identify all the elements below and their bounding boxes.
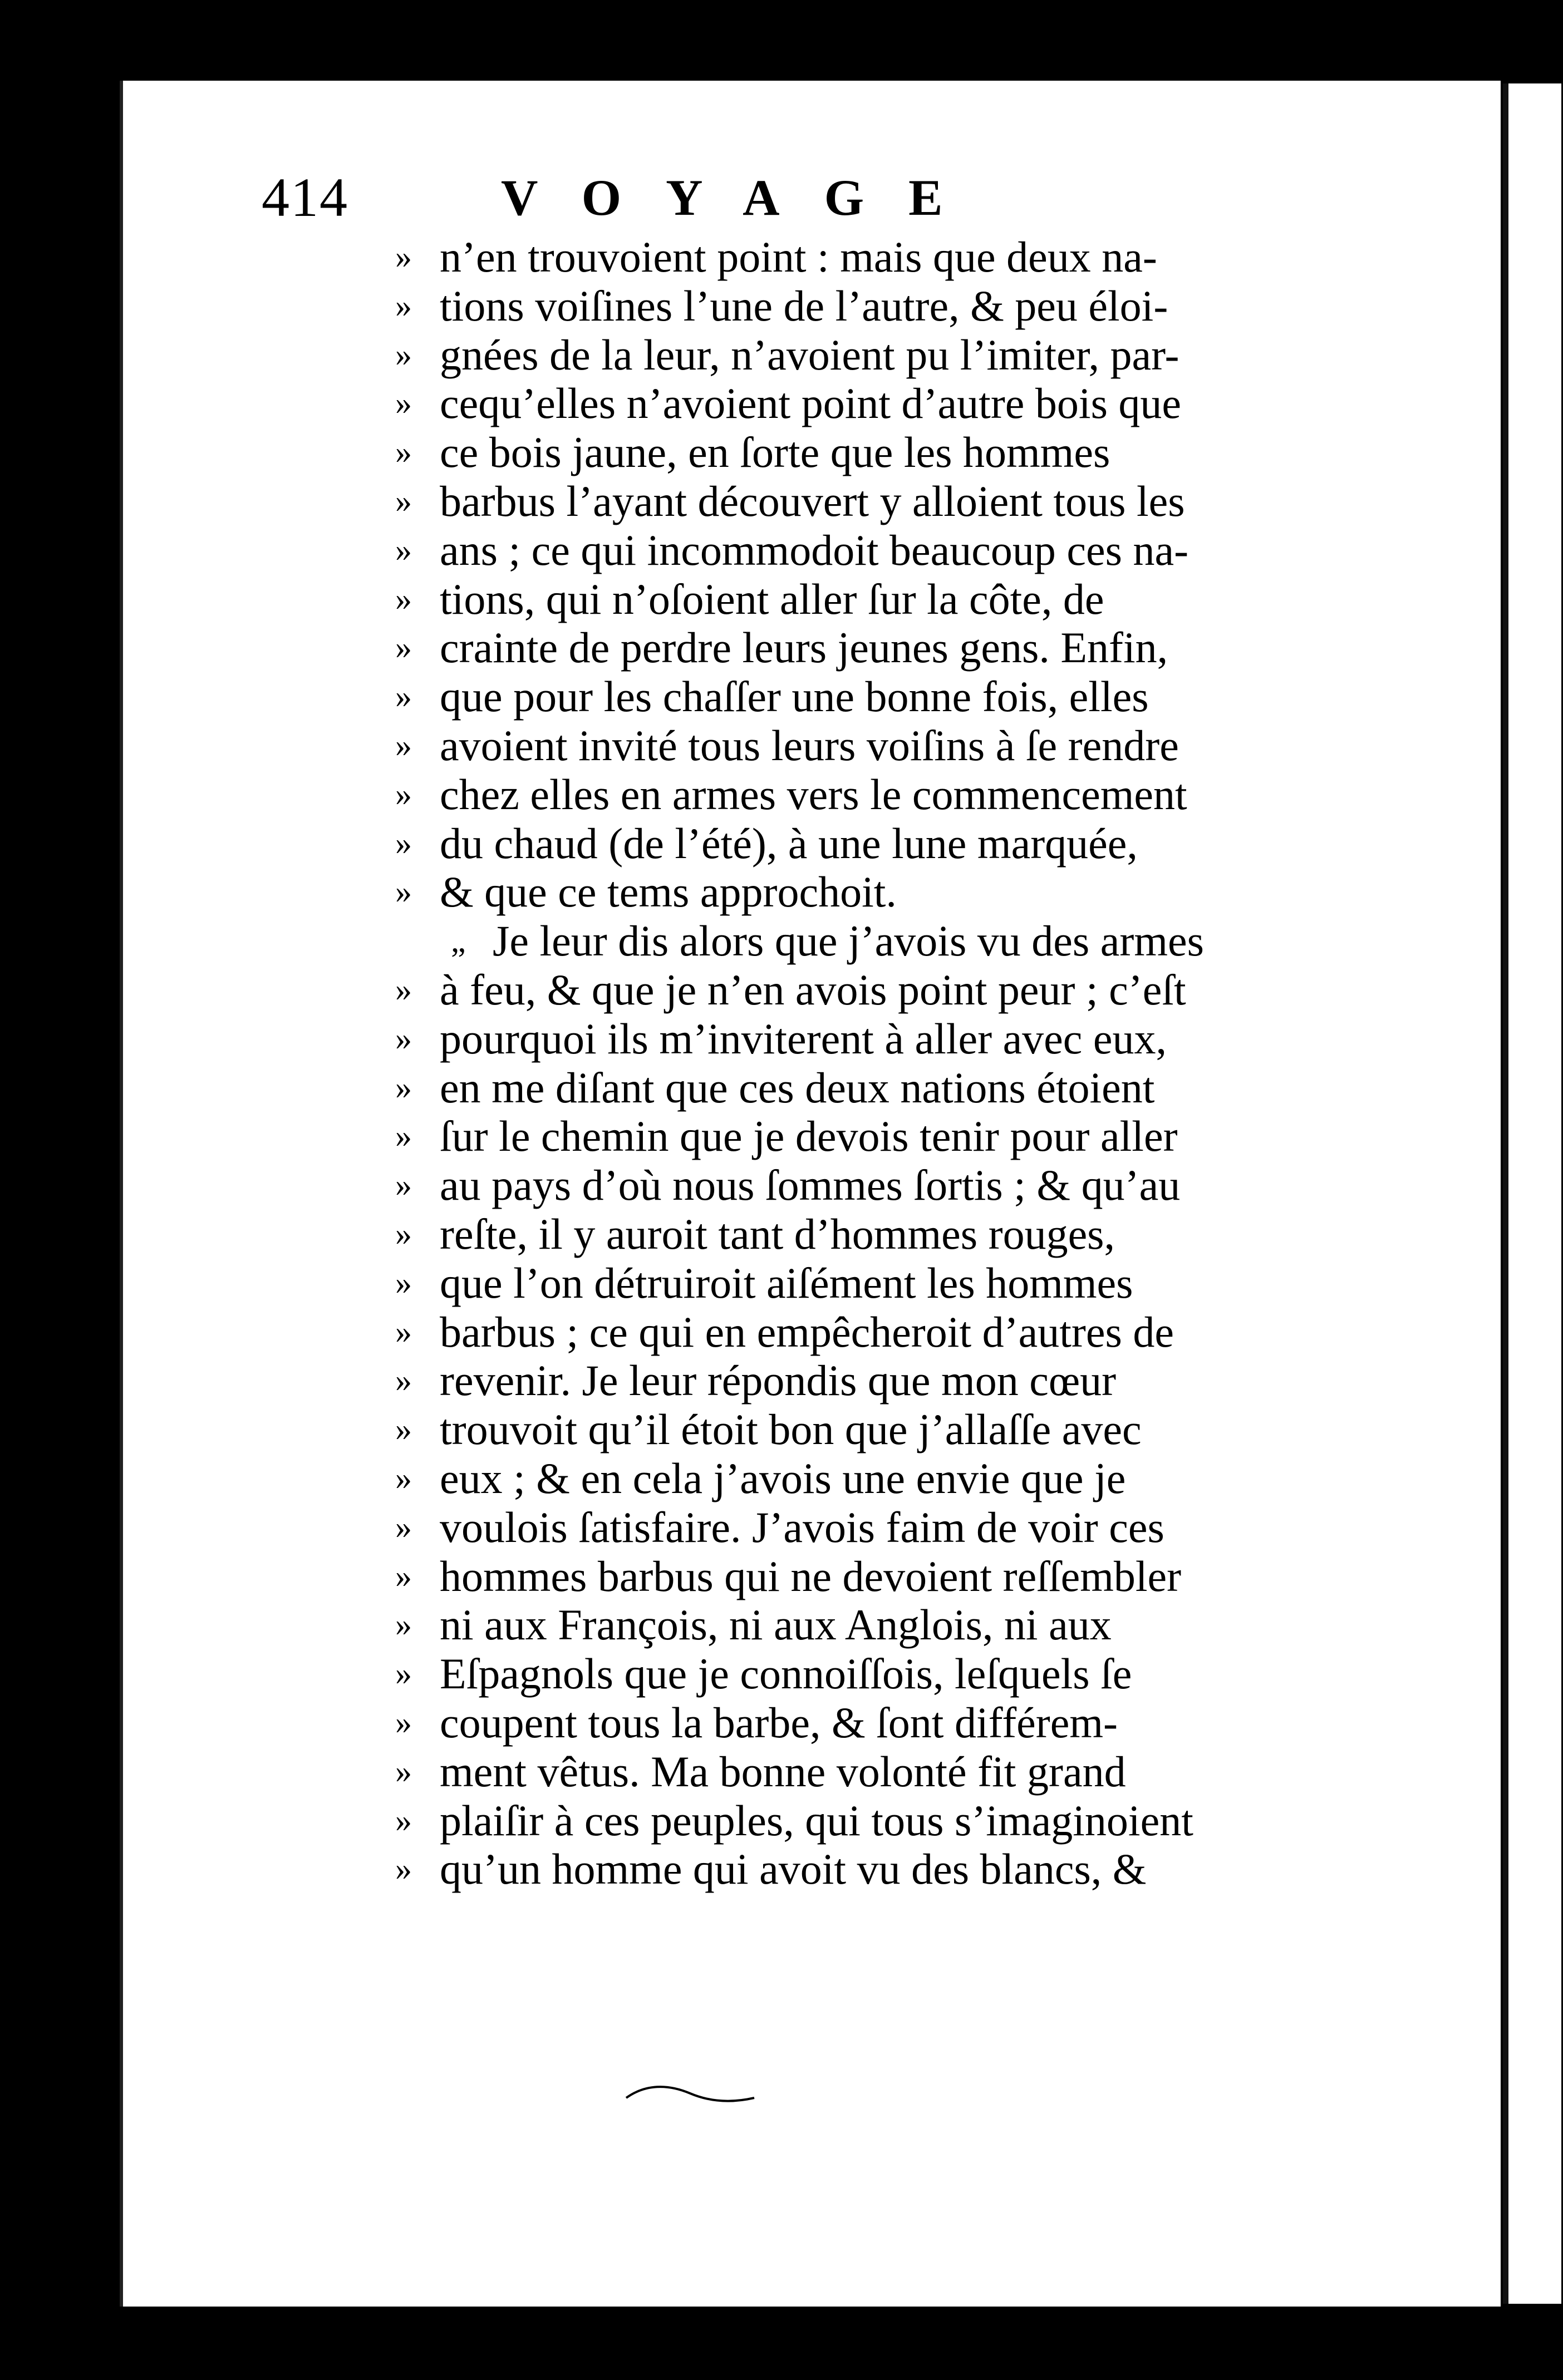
text-line [262, 1112, 1353, 1161]
line-text: chez elles en armes vers le commencement [440, 770, 1187, 819]
text-line [262, 1698, 1353, 1747]
text-line [262, 1308, 1353, 1357]
text-line [262, 721, 1353, 770]
quotation-mark: » [395, 1850, 412, 1888]
line-text: en me diſant que ces deux nations étoient [440, 1063, 1155, 1112]
text-line [262, 1259, 1353, 1308]
quotation-mark: » [395, 824, 412, 861]
text-line [262, 1210, 1353, 1259]
line-text: & que ce tems approchoit. [440, 868, 897, 916]
text-line [262, 1845, 1353, 1894]
text-line [262, 868, 1353, 916]
quotation-mark: » [395, 1068, 412, 1106]
quotation-mark: » [395, 629, 412, 666]
line-text: gnées de la leur, n’avoient pu l’imiter, par- [440, 330, 1179, 379]
text-line [262, 331, 1353, 380]
text-line [262, 1014, 1353, 1063]
text-line [262, 379, 1353, 428]
line-text: Eſpagnols que je connoiſſois, leſquels ſe [440, 1649, 1132, 1698]
quotation-mark: » [395, 1411, 412, 1448]
quotation-mark: » [395, 678, 412, 715]
line-text: du chaud (de l’été), à une lune marquée, [440, 819, 1138, 868]
page-header [262, 159, 1264, 236]
line-text: barbus l’ayant découvert y alloient tous les [440, 476, 1185, 525]
text-line [262, 1747, 1353, 1796]
line-text: hommes barbus qui ne devoient reſſembler [440, 1551, 1182, 1600]
body-text [262, 233, 1353, 1894]
text-line [262, 477, 1353, 526]
quotation-mark: » [395, 1362, 412, 1399]
quotation-mark: » [395, 336, 412, 373]
quotation-mark: » [395, 287, 412, 324]
page-number: 414 [262, 166, 348, 228]
text-line [262, 1552, 1353, 1601]
line-text: qu’un homme qui avoit vu des blancs, & [440, 1845, 1147, 1894]
quotation-mark: » [395, 1313, 412, 1350]
line-text: crainte de perdre leurs jeunes gens. Enfin, [440, 623, 1168, 672]
line-text: ni aux François, ni aux Anglois, ni aux [440, 1600, 1112, 1649]
line-text: à feu, & que je n’en avois point peur ; c’eſt [440, 965, 1186, 1014]
line-text: au pays d’où nous ſommes ſortis ; & qu’au [440, 1161, 1181, 1210]
quotation-mark: » [395, 1801, 412, 1839]
quotation-mark: » [395, 1215, 412, 1252]
text-line [262, 819, 1353, 868]
text-line [262, 1649, 1353, 1698]
line-text: ce bois jaune, en ſorte que les hommes [440, 428, 1110, 477]
quotation-mark: » [395, 970, 412, 1008]
quotation-mark: » [395, 1557, 412, 1594]
line-text: voulois ſatisfaire. J’avois faim de voir ces [440, 1502, 1164, 1551]
quotation-mark: » [395, 775, 412, 812]
quotation-mark: » [395, 1655, 412, 1692]
quotation-mark: » [395, 1117, 412, 1155]
text-line [262, 770, 1353, 819]
text-line [262, 428, 1353, 477]
line-text: Je leur dis alors que j’avois vu des armes [493, 916, 1205, 965]
quotation-mark: » [395, 1703, 412, 1741]
quotation-mark: » [395, 580, 412, 617]
quotation-mark: » [395, 482, 412, 519]
line-text: tions, qui n’oſoient aller ſur la côte, de [440, 574, 1104, 623]
line-text: eux ; & en cela j’avois une envie que je [440, 1453, 1126, 1502]
text-line [262, 1600, 1353, 1649]
quotation-mark: » [395, 1019, 412, 1057]
quotation-mark: » [395, 238, 412, 275]
facing-page-edge [1503, 83, 1561, 2304]
line-text: reſte, il y auroit tant d’hommes rouges, [440, 1209, 1115, 1258]
text-line [262, 282, 1353, 331]
text-line [262, 1063, 1353, 1112]
line-text: ment vêtus. Ma bonne volonté fit grand [440, 1747, 1126, 1796]
line-text: ſur le chemin que je devois tenir pour aller [440, 1112, 1178, 1161]
line-text: revenir. Je leur répondis que mon cœur [440, 1356, 1117, 1405]
quotation-mark: » [395, 1752, 412, 1790]
quotation-mark: » [395, 873, 412, 910]
quotation-mark: » [395, 1606, 412, 1643]
quotation-mark: » [395, 1508, 412, 1545]
line-text: barbus ; ce qui en empêcheroit d’autres de [440, 1307, 1174, 1356]
text-line [262, 1356, 1353, 1405]
quotation-mark: » [395, 726, 412, 763]
text-line [262, 965, 1353, 1014]
quotation-mark: » [395, 1459, 412, 1496]
line-text: pourquoi ils m’inviterent à aller avec eux, [440, 1014, 1167, 1063]
text-line [262, 916, 1353, 965]
line-text: coupent tous la barbe, & ſont différem- [440, 1698, 1118, 1747]
line-text: trouvoit qu’il étoit bon que j’allaſſe avec [440, 1405, 1142, 1454]
text-line [262, 1405, 1353, 1454]
text-line [262, 1454, 1353, 1503]
line-text: tions voiſines l’une de l’autre, & peu éloi- [440, 281, 1168, 330]
text-line [262, 526, 1353, 575]
line-text: que pour les chaſſer une bonne fois, elles [440, 672, 1149, 721]
text-line [262, 1796, 1353, 1845]
text-line [262, 233, 1353, 282]
text-line [262, 672, 1353, 721]
quotation-mark: » [395, 385, 412, 422]
opening-quote: „ [451, 922, 466, 959]
text-line [262, 575, 1353, 624]
line-text: avoient invité tous leurs voiſins à ſe rendre [440, 721, 1179, 770]
line-text: n’en trouvoient point : mais que deux na- [440, 233, 1157, 281]
line-text: ans ; ce qui incommodoit beaucoup ces na- [440, 525, 1189, 574]
quotation-mark: » [395, 433, 412, 471]
text-line [262, 623, 1353, 672]
line-text: que l’on détruiroit aiſément les hommes [440, 1258, 1133, 1307]
running-title: VOYAGE [501, 169, 987, 226]
text-line [262, 1161, 1353, 1210]
tail-ornament [623, 2081, 757, 2103]
line-text: plaiſir à ces peuples, qui tous s’imaginoient [440, 1796, 1193, 1845]
quotation-mark: » [395, 531, 412, 568]
quotation-mark: » [395, 1166, 412, 1204]
quotation-mark: » [395, 1264, 412, 1301]
line-text: cequ’elles n’avoient point d’autre bois que [440, 379, 1182, 428]
text-line [262, 1503, 1353, 1552]
